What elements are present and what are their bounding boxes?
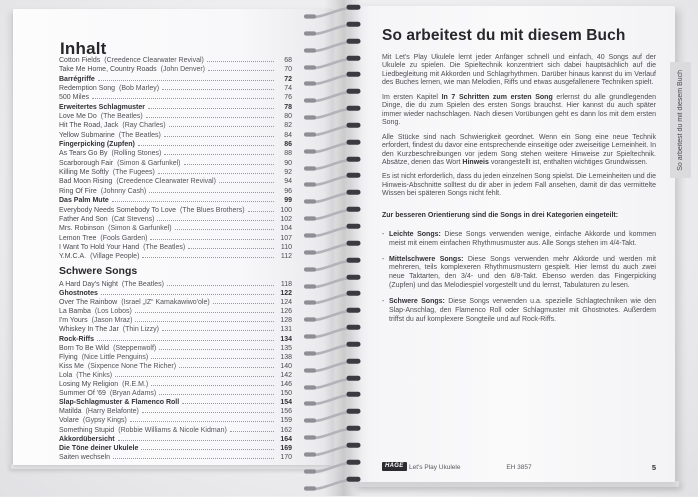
- song-page-number: 70: [284, 66, 292, 74]
- dot-leader: [92, 98, 274, 99]
- song-title: Cotton Fields: [59, 57, 101, 64]
- toc-row: [59, 372, 292, 381]
- song-artist: (Rolling Stones): [111, 150, 162, 158]
- dot-leader: [146, 117, 274, 118]
- bullet-text: Leichte Songs: Diese Songs verwenden wenige, einfache Akkorde und kommen meist mit einem einfachen Rhythmusmuster aus. Alle Songs stehen im 4/4-Takt.: [389, 231, 656, 248]
- toc-row: [59, 66, 292, 75]
- bullet-label: Mittelschwere Songs:: [389, 255, 468, 263]
- song-title: I'm Yours: [59, 317, 88, 325]
- left-page: [13, 9, 333, 465]
- dot-leader: [162, 330, 274, 331]
- dot-leader: [179, 367, 274, 368]
- dot-leader: [151, 358, 274, 359]
- toc-row: [59, 299, 292, 308]
- spiral-coil-icon: [299, 442, 363, 458]
- song-page-number: 159: [280, 417, 292, 425]
- toc-row: [59, 197, 292, 206]
- song-title: Rock-Riffs: [59, 335, 95, 343]
- spiral-coil-icon: [299, 341, 363, 357]
- toc-row: [59, 308, 292, 317]
- body-paragraph: [382, 54, 656, 88]
- song-title: A Hard Day's Night: [59, 281, 118, 288]
- song-artist: (The Beatles): [121, 281, 164, 288]
- song-page-number: 84: [284, 131, 292, 139]
- category-list: [382, 231, 656, 324]
- song-page-number: 68: [284, 57, 292, 64]
- paragraph-group: [382, 54, 656, 199]
- toc-list-schwere-songs: [59, 281, 292, 463]
- dot-leader: [159, 349, 274, 350]
- bold-phrase: Hinweis: [462, 158, 489, 166]
- song-title: Volare: [59, 417, 79, 425]
- song-title: Summer Of '69: [59, 390, 106, 398]
- spiral-coil-icon: [299, 88, 363, 104]
- toc-row: [59, 354, 292, 363]
- song-page-number: 90: [284, 159, 292, 167]
- song-page-number: 170: [280, 453, 292, 461]
- dot-leader: [219, 182, 274, 183]
- song-page-number: 150: [280, 390, 292, 398]
- bullet-text: Mittelschwere Songs: Diese Songs verwenden mehr Akkorde und werden mit mehreren, teils komplexeren Rhythmusmustern gespielt. Hier lernst du auch zwei neue Taktarten, den 3/4- und den 6/8-Takt. Ebenso werden das Fingerpicking (Zupfen) und das Melodiespiel vorgestellt und du lernst, Tabulaturen zu lesen.: [389, 255, 656, 290]
- toc-row: [59, 132, 292, 141]
- toc-title-heading: Inhalt: [60, 39, 107, 58]
- dot-leader: [138, 145, 274, 146]
- toc-row: [59, 235, 292, 244]
- song-artist: (The Beatles): [143, 243, 186, 251]
- hage-logo: HAGE: [382, 462, 407, 471]
- spiral-coil-icon: [299, 391, 363, 407]
- toc-row: [59, 417, 292, 426]
- song-title: Flying: [59, 353, 78, 361]
- dot-leader: [162, 89, 274, 90]
- song-page-number: 124: [280, 299, 292, 307]
- spiral-coil-icon: [299, 55, 363, 71]
- bullet-label: Schwere Songs:: [389, 297, 449, 305]
- song-artist: (Ray Charles): [122, 122, 166, 130]
- song-artist: (Johnny Cash): [100, 187, 147, 195]
- dot-leader: [158, 173, 274, 174]
- toc-row: [59, 76, 292, 85]
- dot-leader: [208, 70, 274, 71]
- song-page-number: 154: [280, 399, 292, 407]
- series-title: Let's Play Ukulele: [409, 464, 461, 471]
- dot-leader: [112, 201, 274, 202]
- dot-leader: [135, 321, 274, 322]
- toc-row: [59, 390, 292, 399]
- dot-leader: [175, 229, 274, 230]
- dot-leader: [182, 403, 274, 404]
- spiral-coil-icon: [299, 206, 363, 222]
- song-page-number: 128: [280, 317, 292, 325]
- dot-leader: [118, 440, 274, 441]
- song-page-number: 96: [284, 187, 292, 195]
- song-page-number: 134: [280, 335, 292, 343]
- text-segment: Mit Let's Play Ukulele lernt jeder Anfänger schnell und einfach, 40 Songs auf der Ukulele zu spielen. Die Spieltechnik konzentriert sich dabei hauptsächlich auf die Liedbegleitung mit Akkorden und Schlagrhythmen. Darüber hinaus kannst du im Verlauf des Buches lernen, wie man Melodien, Riffs und etwas ausgefallenere Techniken spielt.: [382, 54, 656, 87]
- song-artist: (Robbie Williams & Nicole Kidman): [118, 426, 227, 434]
- song-page-number: 99: [284, 197, 292, 205]
- text-segment: erlernst du alle grundlegenden Dinge, die du zum Spielen des ersten Songs brauchst. Hier kannst du auch später immer wieder nachschlagen. Nach diesen Vorübungen geht es dann los mit dem ersten Song.: [382, 93, 657, 127]
- dot-leader: [148, 108, 274, 109]
- song-title: Kiss Me: [59, 362, 84, 370]
- song-page-number: 146: [280, 381, 292, 389]
- dot-leader: [115, 376, 274, 377]
- spiral-coil-icon: [299, 139, 363, 155]
- song-title: Fingerpicking (Zupfen): [59, 141, 135, 149]
- song-title: Whiskey In The Jar: [59, 326, 119, 334]
- toc-row: [59, 381, 292, 390]
- spiral-coil-icon: [299, 408, 363, 424]
- toc-row: [59, 244, 292, 253]
- song-title: Matilda: [59, 408, 82, 416]
- dot-leader: [184, 164, 274, 165]
- spiral-coil-icon: [299, 38, 363, 54]
- song-page-number: 100: [280, 206, 292, 214]
- toc-row: [59, 141, 292, 150]
- spiral-coil-icon: [299, 4, 363, 20]
- song-page-number: 92: [284, 169, 292, 177]
- toc-row: [59, 113, 292, 122]
- toc-row: [59, 104, 292, 113]
- song-title: Born To Be Wild: [59, 344, 110, 352]
- song-title: Killing Me Softly: [59, 169, 109, 177]
- text-segment: Im ersten Kapitel: [382, 93, 442, 101]
- song-title: Mrs. Robinson: [59, 225, 105, 233]
- body-paragraph: [382, 94, 656, 128]
- song-page-number: 102: [280, 215, 292, 223]
- spiral-coil-icon: [299, 223, 363, 239]
- song-artist: (Village People): [90, 253, 140, 261]
- song-title: Father And Son: [59, 215, 108, 223]
- song-artist: (Jason Mraz): [91, 317, 133, 325]
- song-page-number: 94: [284, 178, 292, 186]
- song-artist: (Thin Lizzy): [122, 326, 159, 334]
- song-title: Lola: [59, 371, 73, 379]
- spiral-coil-icon: [299, 425, 363, 441]
- spiral-coil-icon: [299, 476, 363, 492]
- song-page-number: 156: [280, 408, 292, 416]
- toc-row: [59, 160, 292, 169]
- categories-intro: Zur besseren Orientierung sind die Songs in drei Kategorien eingeteilt:: [382, 211, 619, 219]
- dot-leader: [207, 61, 274, 62]
- toc-row: [59, 436, 292, 445]
- dot-leader: [149, 192, 274, 193]
- song-artist: (Sixpence None The Richer): [87, 362, 177, 370]
- song-artist: (The Beatles): [118, 131, 161, 139]
- toc-row: [59, 188, 292, 197]
- spiral-coil-icon: [299, 307, 363, 323]
- song-page-number: 74: [284, 85, 292, 93]
- spiral-coil-icon: [299, 105, 363, 121]
- song-title: Losing My Religion: [59, 381, 119, 389]
- song-artist: (Harry Belafonte): [85, 408, 139, 416]
- toc-row: [59, 169, 292, 178]
- toc-list-easy-medium: [59, 57, 292, 263]
- song-artist: (The Beatles): [100, 113, 143, 121]
- spiral-coil-icon: [299, 71, 363, 87]
- song-title: Over The Rainbow: [59, 299, 118, 307]
- dot-leader: [142, 412, 274, 413]
- song-artist: (Creedence Clearwater Revival): [116, 178, 216, 186]
- toc-row: [59, 94, 292, 103]
- dot-leader: [98, 80, 274, 81]
- dot-leader: [188, 248, 274, 249]
- song-title: Something Stupid: [59, 426, 115, 434]
- song-artist: (Gypsy Kings): [82, 417, 127, 425]
- song-page-number: 142: [280, 371, 292, 379]
- dot-leader: [164, 154, 274, 155]
- toc-row: [59, 408, 292, 417]
- chapter-title: So arbeitest du mit diesem Buch: [382, 27, 626, 44]
- category-bullet: [382, 256, 656, 292]
- toc-row: [59, 225, 292, 234]
- song-title: Hit The Road, Jack: [59, 122, 119, 130]
- spiral-coil-icon: [299, 257, 363, 273]
- song-artist: (Nice Little Penguins): [81, 353, 149, 361]
- dot-leader: [142, 257, 274, 258]
- toc-row: [59, 427, 292, 436]
- dot-leader: [164, 136, 274, 137]
- toc-row: [59, 326, 292, 335]
- spiral-coil-icon: [299, 290, 363, 306]
- dot-leader: [159, 394, 274, 395]
- song-page-number: 76: [284, 94, 292, 102]
- spiral-coil-icon: [299, 375, 363, 391]
- song-title: Love Me Do: [59, 113, 97, 121]
- dot-leader: [150, 239, 274, 240]
- spiral-coil-icon: [299, 358, 363, 374]
- spiral-coil-icon: [299, 459, 363, 475]
- text-segment: Alle Stücke sind nach Schwierigkeit geordnet. Wenn ein Song eine neue Technik erfordert, findest du davor eine entsprechende einseitige oder zweiseitige Lerneinheit. In den Kurzbeschreibungen vor jedem Song stehen weitere Hinweise zur Spieltechnik. Absätze, denen das Wort: [382, 133, 656, 166]
- bullet-text: Schwere Songs: Diese Songs verwenden u.a. spezielle Schlagtechniken wie den Slap-Anschlag, den Flamenco Roll oder Schlagmuster mit Ghostnotes. Außerdem triffst du auf komplexere Songteile und auf Rock-Riffs.: [389, 297, 656, 323]
- spiral-binding: [299, 4, 363, 492]
- body-paragraph: [382, 134, 656, 168]
- toc-row: [59, 150, 292, 159]
- song-page-number: 162: [280, 426, 292, 434]
- song-title: Redemption Song: [59, 85, 116, 93]
- song-title: 500 Miles: [59, 94, 89, 102]
- dot-leader: [113, 458, 274, 459]
- spiral-coil-icon: [299, 156, 363, 172]
- song-page-number: 164: [280, 435, 292, 443]
- page-footer: [382, 462, 656, 473]
- toc-row: [59, 336, 292, 345]
- song-page-number: 107: [280, 234, 292, 242]
- toc-row: [59, 178, 292, 187]
- song-artist: (Cat Stevens): [111, 215, 155, 223]
- song-page-number: 135: [280, 344, 292, 352]
- song-artist: (The Fugees): [112, 169, 155, 177]
- song-artist: (Creedence Clearwater Revival): [104, 57, 204, 64]
- song-page-number: 138: [280, 353, 292, 361]
- song-artist: (Simon & Garfunkel): [117, 159, 181, 167]
- song-page-number: 126: [280, 308, 292, 316]
- song-title: Y.M.C.A.: [59, 253, 87, 261]
- dot-leader: [141, 449, 274, 450]
- song-page-number: 86: [284, 141, 292, 149]
- catalog-number: EH 3857: [506, 464, 532, 471]
- song-page-number: 118: [280, 281, 292, 288]
- song-artist: (The Blues Brothers): [180, 206, 245, 214]
- spiral-coil-icon: [299, 21, 363, 37]
- song-artist: (John Denver): [160, 66, 206, 74]
- right-page: [351, 6, 675, 482]
- toc-row: [59, 345, 292, 354]
- spiral-coil-icon: [299, 274, 363, 290]
- song-page-number: 78: [284, 103, 292, 111]
- dot-leader: [213, 303, 274, 304]
- song-artist: (Bryan Adams): [109, 390, 157, 398]
- toc-row: [59, 445, 292, 454]
- song-title: La Bamba: [59, 308, 91, 316]
- toc-row: [59, 253, 292, 262]
- song-artist: (Los Lobos): [94, 308, 132, 316]
- song-title: Take Me Home, Country Roads: [59, 66, 157, 74]
- bullet-dash: -: [382, 231, 385, 239]
- dot-leader: [151, 385, 274, 386]
- dot-leader: [248, 211, 274, 212]
- song-page-number: 80: [284, 113, 292, 121]
- song-page-number: 104: [280, 225, 292, 233]
- song-artist: (Israel „IZ“ Kamakawiwo'ole): [121, 299, 210, 307]
- song-artist: (Fools Garden): [100, 234, 148, 242]
- song-artist: (The Kinks): [76, 371, 113, 379]
- song-title: Barrégriffe: [59, 75, 95, 83]
- song-artist: (Steppenwolf): [113, 344, 157, 352]
- toc-row: [59, 317, 292, 326]
- category-bullet: [382, 231, 656, 249]
- toc-row: [59, 216, 292, 225]
- song-title: Bad Moon Rising: [59, 178, 113, 186]
- song-page-number: 110: [280, 243, 292, 251]
- song-page-number: 140: [280, 362, 292, 370]
- bullet-dash: -: [382, 255, 385, 263]
- chapter-register-tab: [670, 62, 691, 178]
- spiral-coil-icon: [299, 172, 363, 188]
- page-number: 5: [651, 463, 656, 472]
- spiral-coil-icon: [299, 122, 363, 138]
- toc-row: [59, 454, 292, 463]
- song-title: Die Töne deiner Ukulele: [59, 444, 139, 452]
- toc-row: [59, 57, 292, 66]
- song-title: Erweitertes Schlagmuster: [59, 103, 145, 111]
- spiral-coil-icon: [299, 324, 363, 340]
- section-heading-schwere-songs: Schwere Songs: [59, 265, 138, 277]
- song-page-number: 82: [284, 122, 292, 130]
- song-page-number: 122: [280, 290, 292, 298]
- spiral-coil-icon: [299, 189, 363, 205]
- toc-row: [59, 207, 292, 216]
- song-title: Everybody Needs Somebody To Love: [59, 206, 176, 214]
- song-artist: (Bob Marley): [119, 85, 160, 93]
- song-title: Akkordübersicht: [59, 435, 115, 443]
- dot-leader: [101, 294, 274, 295]
- category-bullet: [382, 298, 656, 325]
- dot-leader: [97, 340, 274, 341]
- chapter-register-tab-label: So arbeitest du mit diesem Buch: [677, 69, 684, 171]
- song-title: As Tears Go By: [59, 150, 108, 158]
- dot-leader: [135, 312, 274, 313]
- toc-row: [59, 363, 292, 372]
- dot-leader: [130, 421, 274, 422]
- song-title: Das Palm Mute: [59, 197, 109, 205]
- body-paragraph: [382, 173, 656, 198]
- dot-leader: [167, 285, 274, 286]
- dot-leader: [230, 431, 274, 432]
- song-title: I Want To Hold Your Hand: [59, 243, 140, 251]
- dot-leader: [169, 126, 274, 127]
- song-page-number: 131: [280, 326, 292, 334]
- song-page-number: 112: [280, 253, 292, 261]
- song-page-number: 169: [280, 444, 292, 452]
- song-title: Yellow Submarine: [59, 131, 115, 139]
- dot-leader: [157, 220, 274, 221]
- song-page-number: 88: [284, 150, 292, 158]
- bold-phrase: In 7 Schritten zum ersten Song: [441, 93, 553, 101]
- spiral-coil-icon: [299, 240, 363, 256]
- song-artist: (R.E.M.): [122, 381, 149, 389]
- toc-row: [59, 399, 292, 408]
- bullet-dash: -: [382, 297, 385, 305]
- song-title: Lemon Tree: [59, 234, 97, 242]
- bullet-label: Leichte Songs:: [389, 231, 445, 239]
- song-title: Ring Of Fire: [59, 187, 97, 195]
- text-segment: vorangestellt ist, enthalten wichtiges Grundwissen.: [488, 158, 648, 166]
- song-title: Ghostnotes: [59, 290, 98, 298]
- song-page-number: 72: [284, 75, 292, 83]
- song-artist: (Simon & Garfunkel): [108, 225, 172, 233]
- text-segment: Es ist nicht erforderlich, dass du jeden einzelnen Song spielst. Die Lerneinheiten und die Hinweis-Abschnitte solltest du dir aber in jedem Fall ansehen, damit dir das vermittelte Wissen bei späteren Songs nicht fehlt.: [382, 173, 656, 198]
- song-title: Slap-Schlagmuster & Flamenco Roll: [59, 399, 180, 407]
- toc-row: [59, 122, 292, 131]
- song-title: Saiten wechseln: [59, 453, 110, 461]
- toc-row: [59, 85, 292, 94]
- chapter-body: [382, 54, 656, 331]
- song-title: Scarborough Fair: [59, 159, 114, 167]
- toc-row: [59, 281, 292, 290]
- toc-row: [59, 290, 292, 299]
